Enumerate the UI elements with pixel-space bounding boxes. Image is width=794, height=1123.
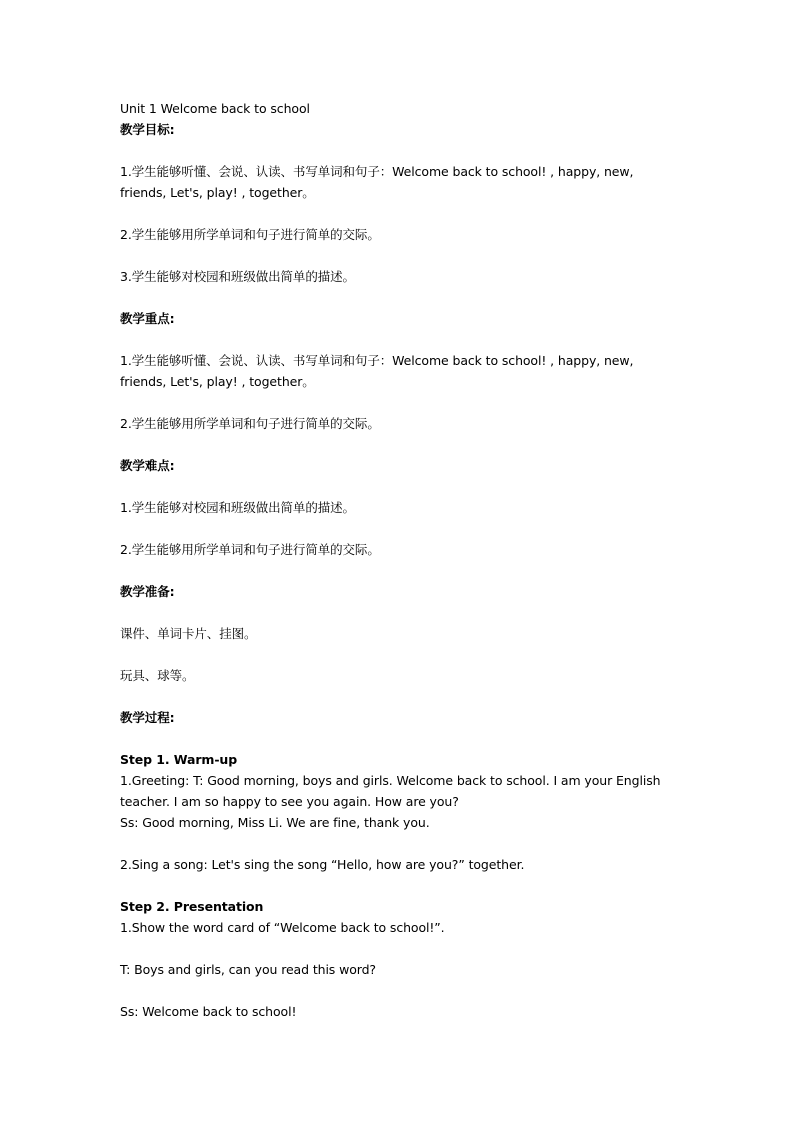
step1-response: Ss: Good morning, Miss Li. We are fine, thank you. [120, 815, 430, 830]
preparation-item: 玩具、球等。 [120, 668, 195, 683]
step2-students-answer: Ss: Welcome back to school! [120, 1004, 297, 1019]
objective-item: 3.学生能够对校园和班级做出简单的描述。 [120, 269, 355, 284]
preparation-item: 课件、单词卡片、挂图。 [120, 626, 257, 641]
objective-item: 1.学生能够听懂、会说、认读、书写单词和句子：Welcome back to school! , happy, new, friends, Let's, play! , together。 [120, 164, 634, 200]
key-point-item: 1.学生能够听懂、会说、认读、书写单词和句子：Welcome back to school! , happy, new, friends, Let's, play! , together。 [120, 353, 634, 389]
process-heading: 教学过程: [120, 710, 175, 725]
key-points-heading: 教学重点: [120, 311, 175, 326]
step2-heading: Step 2. Presentation [120, 899, 264, 914]
difficulties-heading: 教学难点: [120, 458, 175, 473]
step1-heading: Step 1. Warm-up [120, 752, 238, 767]
objective-item: 2.学生能够用所学单词和句子进行简单的交际。 [120, 227, 380, 242]
step1-song: 2.Sing a song: Let's sing the song “Hello, how are you?” together. [120, 857, 525, 872]
key-point-item: 2.学生能够用所学单词和句子进行简单的交际。 [120, 416, 380, 431]
document-body [120, 98, 680, 1022]
document-title: Unit 1 Welcome back to school [120, 101, 310, 116]
step2-show-card: 1.Show the word card of “Welcome back to school!”. [120, 920, 445, 935]
objectives-heading: 教学目标: [120, 122, 175, 137]
preparation-heading: 教学准备: [120, 584, 175, 599]
step1-greeting: 1.Greeting: T: Good morning, boys and girls. Welcome back to school. I am your English teacher. I am so happy to see you again. How are you? [120, 773, 661, 809]
step2-teacher-question: T: Boys and girls, can you read this word? [120, 962, 376, 977]
difficulty-item: 1.学生能够对校园和班级做出简单的描述。 [120, 500, 355, 515]
difficulty-item: 2.学生能够用所学单词和句子进行简单的交际。 [120, 542, 380, 557]
